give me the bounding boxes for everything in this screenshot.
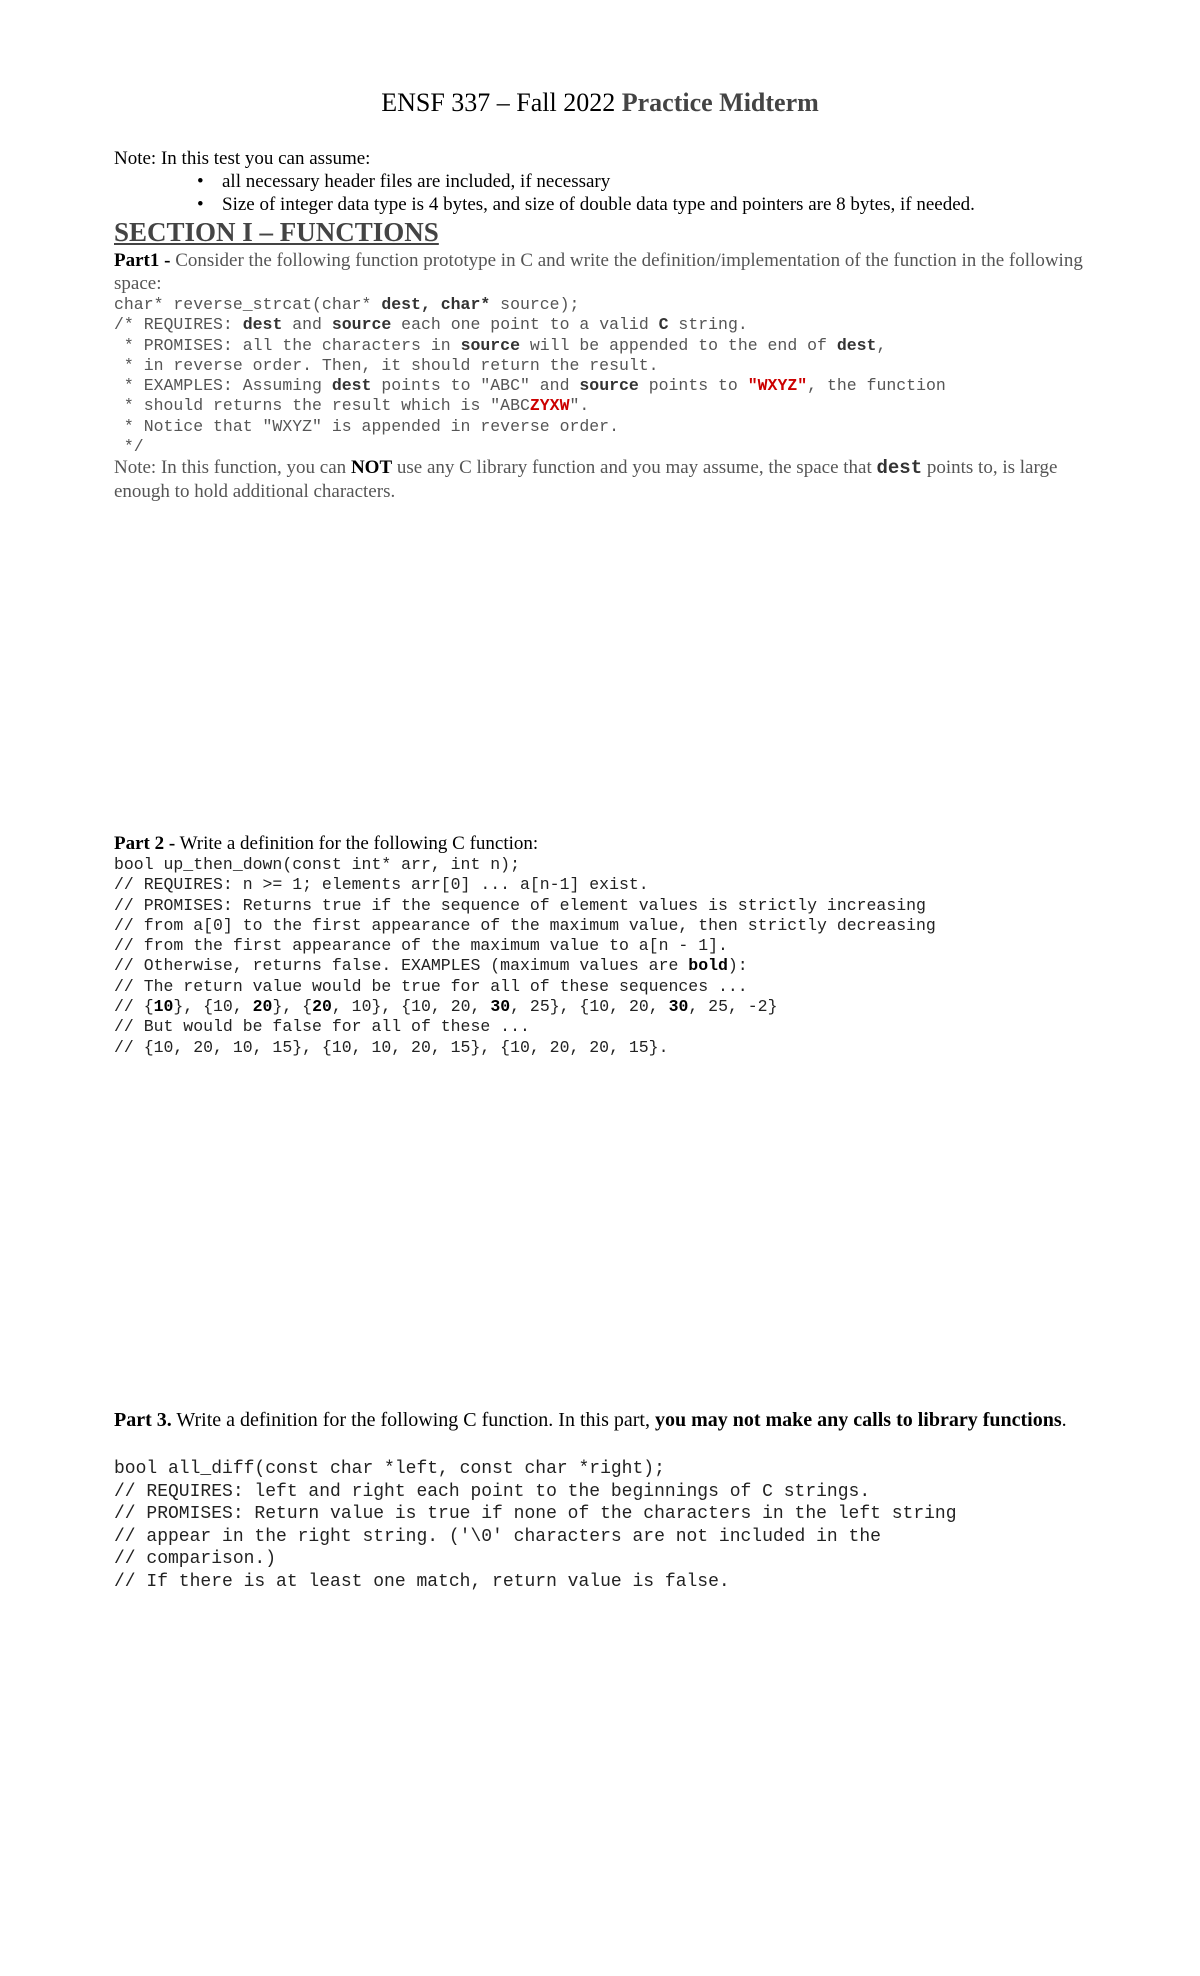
code-line: // from a[0] to the first appearance of the maximum value, then strictly decreasing — [114, 915, 936, 935]
bullet-text-1: all necessary header files are included, if necessary — [222, 171, 611, 192]
code-line: /* REQUIRES: dest and source each one point to a valid C string. — [114, 315, 748, 335]
part2-intro — [114, 832, 1094, 855]
part1-intro-text: Consider the following function prototype in C and write the definition/implementation of the function in the following space: — [114, 250, 1083, 294]
code-line: bool all_diff(const char *left, const char *right); — [114, 1459, 665, 1479]
bullet-dot-icon: • — [197, 194, 204, 215]
code-line: // comparison.) — [114, 1549, 277, 1569]
code-line: // {10}, {10, 20}, {20, 10}, {10, 20, 30, 25}, {10, 20, 30, 25, -2} — [114, 997, 778, 1017]
bullet-item-2 — [197, 194, 975, 216]
code-line: // from the first appearance of the maximum value to a[n - 1]. — [114, 936, 728, 956]
section-heading: SECTION I – FUNCTIONS — [114, 217, 439, 247]
part2-code-block — [114, 855, 936, 1058]
part1-code-block — [114, 295, 946, 457]
part1-label: Part1 - — [114, 250, 171, 271]
code-line: // But would be false for all of these ... — [114, 1017, 530, 1037]
bullet-item-1 — [197, 171, 611, 193]
page-title — [0, 88, 1200, 118]
code-line: // The return value would be true for all of these sequences ... — [114, 976, 748, 996]
code-line: // If there is at least one match, return value is false. — [114, 1571, 730, 1592]
code-line: * EXAMPLES: Assuming dest points to "ABC" and source points to "WXYZ", the function — [114, 376, 946, 396]
code-line: // REQUIRES: left and right each point to the beginnings of C strings. — [114, 1481, 871, 1502]
part3-code-block — [114, 1458, 957, 1593]
code-line: bool up_then_down(const int* arr, int n); — [114, 855, 520, 874]
title-plain: ENSF 337 – Fall 2022 — [381, 88, 616, 117]
code-line: */ — [114, 437, 144, 457]
code-line: * in reverse order. Then, it should return the result. — [114, 355, 659, 375]
code-line: * should returns the result which is "ABCZYXW". — [114, 396, 590, 416]
part3-label: Part 3. — [114, 1409, 172, 1431]
part2-label: Part 2 - — [114, 833, 176, 854]
code-line: * Notice that "WXYZ" is appended in reverse order. — [114, 416, 619, 436]
code-line: // appear in the right string. ('\0' characters are not included in the — [114, 1526, 881, 1547]
part2-intro-text: Write a definition for the following C function: — [175, 833, 539, 854]
assumptions-note: Note: In this test you can assume: — [114, 148, 371, 169]
code-line: char* reverse_strcat(char* dest, char* source); — [114, 295, 580, 314]
code-line: * PROMISES: all the characters in source will be appended to the end of dest, — [114, 335, 887, 355]
title-bold: Practice Midterm — [621, 88, 819, 117]
bullet-text-2: Size of integer data type is 4 bytes, and size of double data type and pointers are 8 bytes, if needed. — [222, 194, 975, 215]
part1-note: Note: In this function, you can NOT use any C library function and you may assume, the space that dest points to, is large enough to hold additional characters. — [114, 457, 1058, 502]
code-line: // REQUIRES: n >= 1; elements arr[0] ... a[n-1] exist. — [114, 875, 649, 895]
bullet-dot-icon: • — [197, 171, 204, 192]
code-line: // {10, 20, 10, 15}, {10, 10, 20, 15}, {10, 20, 20, 15}. — [114, 1037, 669, 1057]
code-line: // Otherwise, returns false. EXAMPLES (maximum values are bold): — [114, 956, 748, 976]
part1-intro — [114, 249, 1094, 295]
part3-intro: Part 3. Write a definition for the following C function. In this part, you may not make any calls to library functions. — [114, 1409, 1067, 1431]
code-line: // PROMISES: Return value is true if none of the characters in the left string — [114, 1504, 957, 1524]
code-line: // PROMISES: Returns true if the sequence of element values is strictly increasing — [114, 895, 926, 915]
